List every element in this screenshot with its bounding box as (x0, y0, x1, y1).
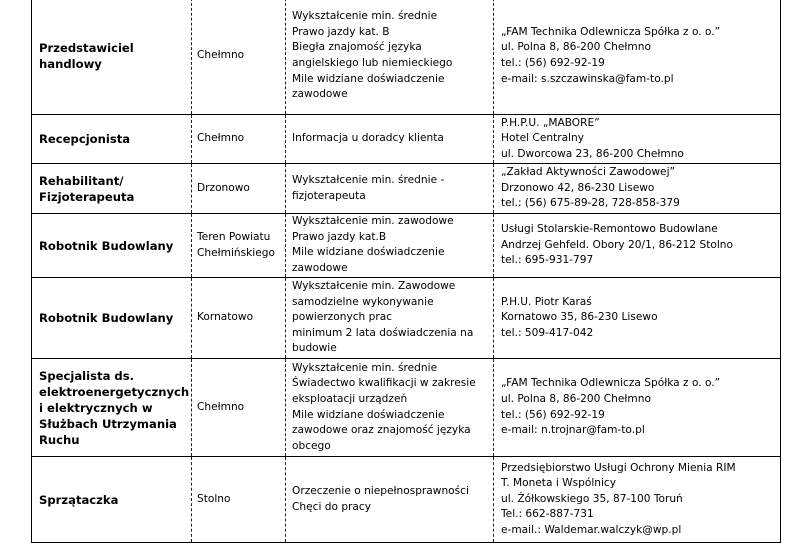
position-line: elektroenergetycznych (39, 384, 190, 399)
location-cell (192, 214, 286, 278)
contact-line: P.H.U. Piotr Karaś (501, 295, 592, 308)
location-cell (192, 359, 286, 457)
requirement-line: Wykształcenie min. średnie (292, 361, 438, 374)
position-cell (32, 214, 192, 278)
requirements-cell (286, 0, 494, 115)
requirement-line: Biegła znajomość języka (292, 41, 422, 54)
contact-line: Tel.: 662-887-731 (501, 508, 594, 521)
requirements-cell (286, 457, 494, 543)
contact-cell (494, 115, 781, 164)
location-line: Chełmno (197, 132, 245, 145)
position-cell (32, 278, 192, 359)
contact-line: „Zakład Aktywności Zawodowej” (501, 166, 676, 179)
table-row (32, 115, 781, 164)
contact-line: tel.: (56) 675-89-28, 728-858-379 (501, 197, 680, 210)
location-cell (192, 457, 286, 543)
job-offers-body (32, 0, 781, 543)
table-row (32, 359, 781, 457)
table-row (32, 0, 781, 115)
requirement-line: Prawo jazdy kat. B (292, 25, 390, 38)
requirement-line: Wykształcenie min. Zawodowe (292, 280, 456, 293)
position-line: Przedstawiciel (39, 41, 134, 55)
position-line: Sprzątaczka (39, 492, 119, 507)
position-line: Robotnik Budowlany (39, 238, 174, 253)
location-line: Kornatowo (197, 311, 254, 324)
requirements-cell (286, 164, 494, 214)
requirement-line: Mile widziane doświadczenie (292, 72, 445, 85)
requirement-line: Mile widziane doświadczenie (292, 246, 445, 259)
contact-line: tel.: (56) 692-92-19 (501, 408, 605, 421)
position-cell (32, 359, 192, 457)
contact-cell (494, 278, 781, 359)
contact-line: P.H.P.U. „MABORE” (501, 116, 600, 129)
requirement-line: zawodowe (292, 88, 348, 101)
table-row (32, 214, 781, 278)
location-line: Drzonowo (197, 181, 250, 194)
requirement-line: fizjoterapeuta (292, 189, 366, 202)
contact-line: Hotel Centralny (501, 132, 584, 145)
requirement-line: angielskiego lub niemieckiego (292, 57, 453, 69)
contact-line: „FAM Technika Odlewnicza Spółka z o. o.” (501, 377, 721, 390)
position-line: Rehabilitant/ (39, 173, 124, 188)
location-cell (192, 164, 286, 214)
requirement-line: zawodowe (292, 261, 348, 274)
contact-cell (494, 164, 781, 214)
contact-line: tel.: 509-417-042 (501, 326, 594, 339)
position-cell (32, 457, 192, 543)
location-cell (192, 115, 286, 164)
contact-line: Andrzej Gehfeld. Obory 20/1, 86-212 Stolno (501, 238, 733, 251)
contact-email: e-mail: n.trojnar@fam-to.pl (501, 424, 645, 437)
contact-line: ul. Polna 8, 86-200 Chełmno (501, 392, 651, 405)
contact-email: e-mail.: Waldemar.walczyk@wp.pl (501, 523, 682, 536)
job-offers-table (31, 0, 781, 543)
requirement-line: powierzonych prac (292, 311, 393, 324)
location-line: Chełmno (197, 400, 245, 413)
position-cell (32, 115, 192, 164)
location-line: Chełmińskiego (197, 246, 275, 259)
table-row (32, 164, 781, 214)
contact-line: Drzonowo 42, 86-230 Lisewo (501, 181, 655, 194)
contact-line: Usługi Stolarskie-Remontowo Budowlane (501, 223, 718, 236)
position-cell (32, 0, 192, 115)
contact-cell (494, 214, 781, 278)
position-line: Fizjoterapeuta (39, 189, 135, 204)
requirement-line: minimum 2 lata doświadczenia na (292, 326, 474, 339)
requirement-line: Chęci do pracy (292, 500, 372, 513)
requirement-line: Informacja u doradcy klienta (292, 132, 444, 145)
position-line: Służbach Utrzymania (39, 416, 177, 431)
table-row (32, 457, 781, 543)
location-line: Chełmno (197, 49, 245, 62)
requirement-line: Prawo jazdy kat.B (292, 230, 387, 243)
contact-line: tel.: (56) 692-92-19 (501, 57, 605, 69)
location-cell (192, 278, 286, 359)
contact-cell (494, 359, 781, 457)
contact-line: ul. Żółkowskiego 35, 87-100 Toruń (501, 492, 683, 505)
requirement-line: zawodowe oraz znajomość języka (292, 424, 471, 437)
requirements-cell (286, 115, 494, 164)
contact-cell (494, 0, 781, 115)
requirement-line: obcego (292, 439, 331, 452)
requirement-line: Wykształcenie min. zawodowe (292, 215, 454, 227)
requirement-line: Świadectwo kwalifikacji w zakresie (292, 377, 476, 390)
requirements-cell (286, 278, 494, 359)
table-row (32, 278, 781, 359)
contact-line: „FAM Technika Odlewnicza Spółka z o. o.” (501, 25, 721, 38)
location-cell (192, 0, 286, 115)
requirement-line: eksploatacji urządzeń (292, 392, 408, 405)
position-cell (32, 164, 192, 214)
position-line: Ruchu (39, 432, 80, 447)
contact-line: Kornatowo 35, 86-230 Lisewo (501, 311, 658, 324)
requirement-line: samodzielne wykonywanie (292, 295, 434, 308)
contact-line: T. Moneta i Wspólnicy (501, 477, 617, 490)
position-line: handlowy (39, 57, 102, 71)
position-line: Specjalista ds. (39, 368, 135, 383)
requirement-line: Orzeczenie o niepełnosprawności (292, 484, 469, 497)
contact-line: tel.: 695-931-797 (501, 254, 594, 267)
position-line: i elektrycznych w (39, 400, 153, 415)
requirement-line: budowie (292, 342, 337, 355)
contact-cell (494, 457, 781, 543)
requirement-line: Wykształcenie min. średnie (292, 10, 438, 23)
location-line: Teren Powiatu (197, 230, 271, 243)
location-line: Stolno (197, 492, 231, 505)
requirements-cell (286, 214, 494, 278)
requirement-line: Wykształcenie min. średnie - (292, 173, 445, 186)
contact-line: ul. Dworcowa 23, 86-200 Chełmno (501, 147, 684, 160)
position-line: Recepcjonista (39, 132, 131, 146)
position-line: Robotnik Budowlany (39, 311, 174, 325)
contact-line: ul. Polna 8, 86-200 Chełmno (501, 41, 651, 54)
requirements-cell (286, 359, 494, 457)
requirement-line: Mile widziane doświadczenie (292, 408, 445, 421)
contact-email: e-mail: s.szczawinska@fam-to.pl (501, 72, 674, 85)
contact-line: Przedsiębiorstwo Usługi Ochrony Mienia RIM (501, 461, 736, 474)
